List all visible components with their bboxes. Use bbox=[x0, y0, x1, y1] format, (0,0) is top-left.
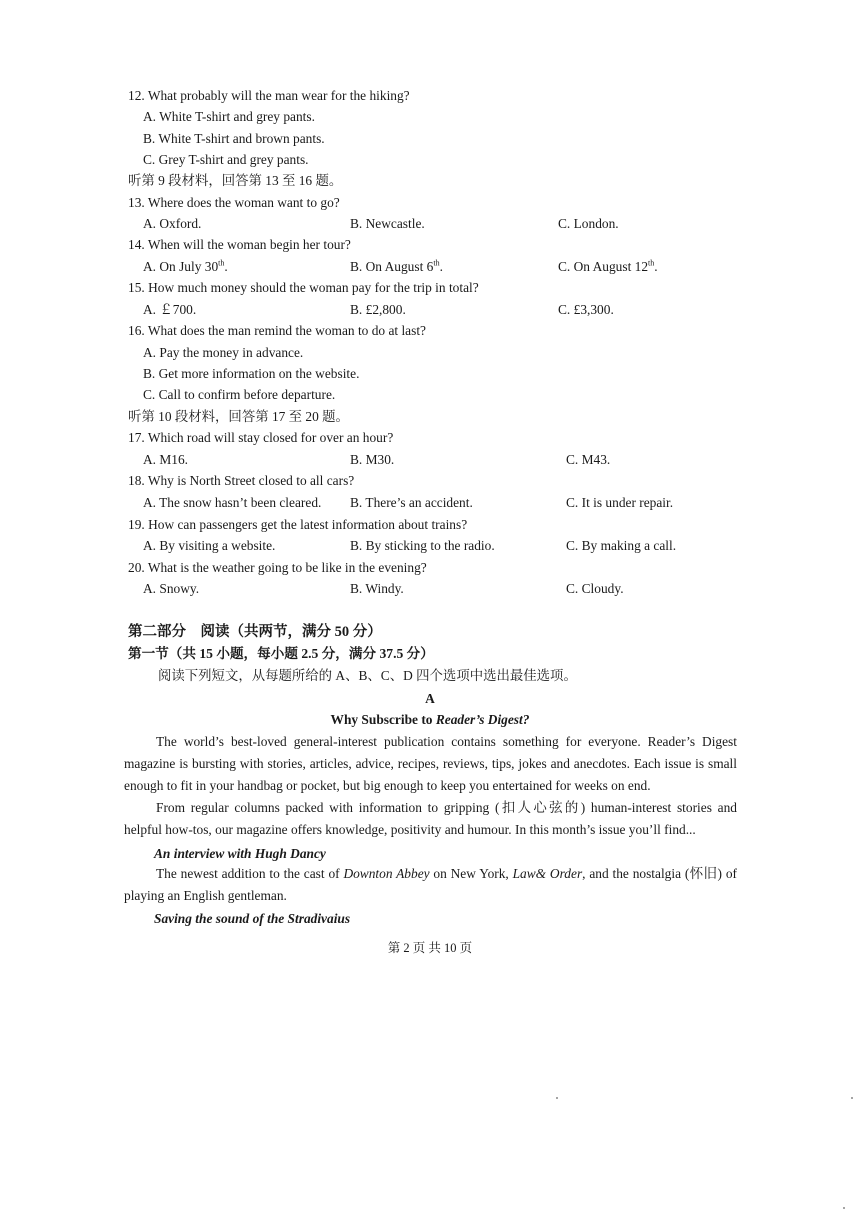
q15-option-a: A. ￡700. bbox=[143, 302, 197, 317]
q12-option-b: B. White T-shirt and brown pants. bbox=[143, 131, 325, 146]
question-17: 17. Which road will stay closed for over an hour? bbox=[128, 430, 394, 445]
q15-option-b: B. £2,800. bbox=[350, 302, 406, 317]
q20-option-a: A. Snowy. bbox=[143, 581, 200, 596]
q14-option-b: B. On August 6th. bbox=[350, 258, 443, 274]
q12-option-c: C. Grey T-shirt and grey pants. bbox=[143, 152, 309, 167]
q13-option-b: B. Newcastle. bbox=[350, 216, 425, 231]
question-20: 20. What is the weather going to be like in the evening? bbox=[128, 560, 427, 575]
q16-option-c: C. Call to confirm before departure. bbox=[143, 387, 336, 402]
q13-option-c: C. London. bbox=[558, 216, 619, 231]
passage-paragraph-1: The world’s best-loved general-interest publication contains something for everyone. Reader’s Digest magazine is bursting with stories, articles, advice, recipes, reviews, tips, jokes and anecdotes. Each issue is small enough to fit in your handbag or pocket, but big enough to keep you entertained for weeks on end. bbox=[124, 734, 737, 793]
q18-option-c: C. It is under repair. bbox=[566, 495, 674, 510]
question-13: 13. Where does the woman want to go? bbox=[128, 195, 340, 210]
scan-speck bbox=[556, 1097, 558, 1099]
q16-option-a: A. Pay the money in advance. bbox=[143, 345, 304, 360]
section-one-heading: 第一节（共 15 小题，每小题 2.5 分，满分 37.5 分） bbox=[128, 646, 434, 661]
q19-option-a: A. By visiting a website. bbox=[143, 538, 276, 553]
q20-option-c: C. Cloudy. bbox=[566, 581, 624, 596]
question-16: 16. What does the man remind the woman to do at last? bbox=[128, 323, 426, 338]
reading-instructions: 阅读下列短文，从每题所给的 A、B、C、D 四个选项中选出最佳选项。 bbox=[158, 668, 577, 683]
q16-option-b: B. Get more information on the website. bbox=[143, 366, 360, 381]
q13-option-a: A. Oxford. bbox=[143, 216, 202, 231]
question-15: 15. How much money should the woman pay for the trip in total? bbox=[128, 280, 479, 295]
section-9-instruction: 听第 9 段材料，回答第 13 至 16 题。 bbox=[128, 173, 343, 188]
section-10-instruction: 听第 10 段材料，回答第 17 至 20 题。 bbox=[128, 409, 349, 424]
q12-option-a: A. White T-shirt and grey pants. bbox=[143, 109, 315, 124]
passage-letter: A bbox=[425, 691, 435, 706]
passage-paragraph-2: From regular columns packed with information to gripping (扣人心弦的) human-interest stories and helpful how-tos, our magazine offers knowledge, positivity and humour. In this month’s issue you’ll find... bbox=[124, 800, 737, 837]
scan-speck bbox=[851, 1097, 853, 1099]
q17-option-a: A. M16. bbox=[143, 452, 189, 467]
page-number: 第 2 页 共 10 页 bbox=[387, 941, 473, 955]
question-18: 18. Why is North Street closed to all cars? bbox=[128, 473, 355, 488]
q18-option-a: A. The snow hasn’t been cleared. bbox=[143, 495, 322, 510]
scan-speck bbox=[843, 1207, 845, 1209]
q14-option-c: C. On August 12th. bbox=[558, 258, 658, 274]
question-19: 19. How can passengers get the latest information about trains? bbox=[128, 517, 468, 532]
q17-option-c: C. M43. bbox=[566, 452, 611, 467]
q14-option-a: A. On July 30th. bbox=[143, 258, 228, 274]
passage-title: Why Subscribe to Reader’s Digest? bbox=[330, 712, 530, 727]
subheading-interview: An interview with Hugh Dancy bbox=[154, 846, 326, 861]
subheading-stradivarius: Saving the sound of the Stradivaius bbox=[154, 911, 351, 926]
question-12: 12. What probably will the man wear for the hiking? bbox=[128, 88, 410, 103]
q18-option-b: B. There’s an accident. bbox=[350, 495, 473, 510]
passage-paragraph-3: The newest addition to the cast of Downton Abbey on New York, Law& Order, and the nostalgia (怀旧) of playing an English gentleman. bbox=[124, 866, 737, 903]
q17-option-b: B. M30. bbox=[350, 452, 395, 467]
part-two-heading: 第二部分 阅读（共两节，满分 50 分） bbox=[128, 624, 382, 640]
question-14: 14. When will the woman begin her tour? bbox=[128, 237, 351, 252]
q19-option-b: B. By sticking to the radio. bbox=[350, 538, 495, 553]
q15-option-c: C. £3,300. bbox=[558, 302, 614, 317]
q19-option-c: C. By making a call. bbox=[566, 538, 677, 553]
q20-option-b: B. Windy. bbox=[350, 581, 404, 596]
